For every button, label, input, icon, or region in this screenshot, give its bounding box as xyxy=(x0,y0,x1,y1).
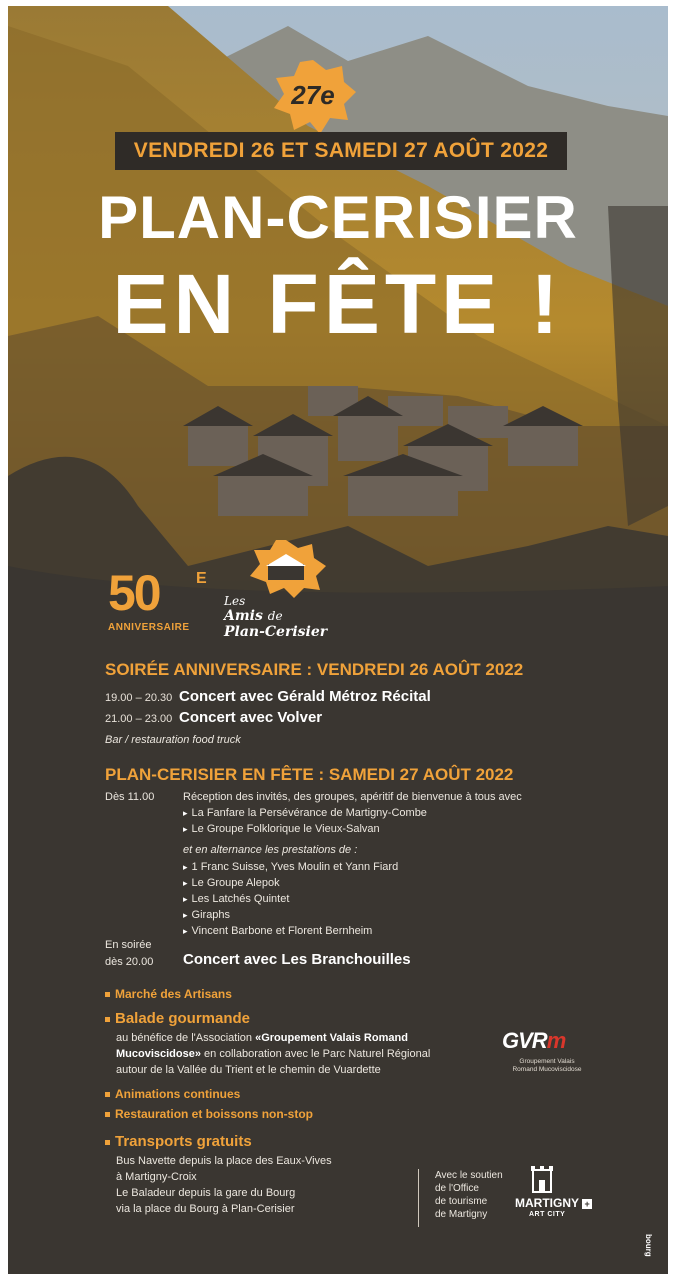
saturday-intro: Réception des invités, des groupes, apéritif de bienvenue à tous avec xyxy=(183,791,522,803)
amis-plan-cerisier-logo xyxy=(222,538,352,638)
amis-word: Amis de xyxy=(224,608,283,624)
evening-time: dès 20.00 xyxy=(105,956,154,968)
anniversary-label: ANNIVERSAIRE xyxy=(108,622,190,633)
performer-item: ▸ Giraphs xyxy=(183,909,231,921)
feature-restauration: Restauration et boissons non-stop xyxy=(105,1107,313,1121)
event-poster xyxy=(8,6,668,1274)
support-text: Avec le soutien de l'Office de tourisme de Martigny xyxy=(435,1170,503,1220)
anniversary-superscript: E xyxy=(196,570,207,587)
fiftieth-anniversary-logo xyxy=(108,565,218,638)
evening-label: En soirée xyxy=(105,939,152,951)
performer-item: ▸ Les Latchés Quintet xyxy=(183,893,290,905)
saturday-start-time: Dès 11.00 xyxy=(105,791,155,803)
edition-badge xyxy=(270,58,360,136)
feature-animations: Animations continues xyxy=(105,1087,240,1101)
performer-item: ▸ Le Groupe Alepok xyxy=(183,877,280,889)
group-item: ▸ La Fanfare la Persévérance de Martigny-Combe xyxy=(183,807,427,819)
saturday-heading: PLAN-CERISIER EN FÊTE : SAMEDI 27 AOÛT 2022 xyxy=(105,765,514,784)
transport-details: Bus Navette depuis la place des Eaux-Vives à Martigny-Croix Le Baladeur depuis la gare du Bourg via la place du Bourg à Plan-Cerisier xyxy=(116,1155,332,1215)
friday-event-2: 21.00 – 23.00 Concert avec Volver xyxy=(105,709,323,726)
castle-tower-icon xyxy=(523,1164,563,1196)
gvr-logo: GVRm Groupement Valais Romand Mucoviscidose xyxy=(502,1028,582,1073)
village-photo xyxy=(8,6,668,646)
martigny-name: MARTIGNY + xyxy=(515,1196,592,1210)
performer-item: ▸ Vincent Barbone et Florent Bernheim xyxy=(183,925,373,937)
feature-transports: Transports gratuits xyxy=(105,1133,252,1150)
printer-mark: bourg xyxy=(644,1234,653,1257)
event-title-line1: PLAN-CERISIER xyxy=(98,184,578,251)
evening-concert: Concert avec Les Branchouilles xyxy=(183,951,411,968)
friday-event-1: 19.00 – 20.30 Concert avec Gérald Métroz Récital xyxy=(105,688,431,705)
amis-place: Plan-Cerisier xyxy=(224,624,328,640)
friday-note: Bar / restauration food truck xyxy=(105,734,241,746)
performer-item: ▸ 1 Franc Suisse, Yves Moulin et Yann Fiard xyxy=(183,861,399,873)
martigny-city: ART CITY xyxy=(529,1211,566,1218)
sponsor-divider xyxy=(418,1169,419,1227)
anniversary-number: 50 xyxy=(108,565,160,621)
feature-balade: Balade gourmande xyxy=(105,1010,250,1027)
group-item: ▸ Le Groupe Folklorique le Vieux-Salvan xyxy=(183,823,380,835)
event-title-line2: EN FÊTE ! xyxy=(112,257,564,351)
feature-marche: Marché des Artisans xyxy=(105,987,232,1001)
martigny-logo xyxy=(513,1164,623,1226)
leaf-emblem-icon xyxy=(246,538,326,598)
edition-number: 27e xyxy=(291,80,335,110)
amis-les: Les xyxy=(224,594,246,608)
event-dates: VENDREDI 26 ET SAMEDI 27 AOÛT 2022 xyxy=(115,132,567,170)
alternance-label: et en alternance les prestations de : xyxy=(183,844,358,856)
balade-description: au bénéfice de l'Association «Groupement Valais Romand Mucoviscidose» en collaboration avec le Parc Naturel Régional autour de la Vallée du Trient et le chemin de Vuardette xyxy=(116,1032,431,1076)
friday-heading: SOIRÉE ANNIVERSAIRE : VENDREDI 26 AOÛT 2022 xyxy=(105,660,524,679)
